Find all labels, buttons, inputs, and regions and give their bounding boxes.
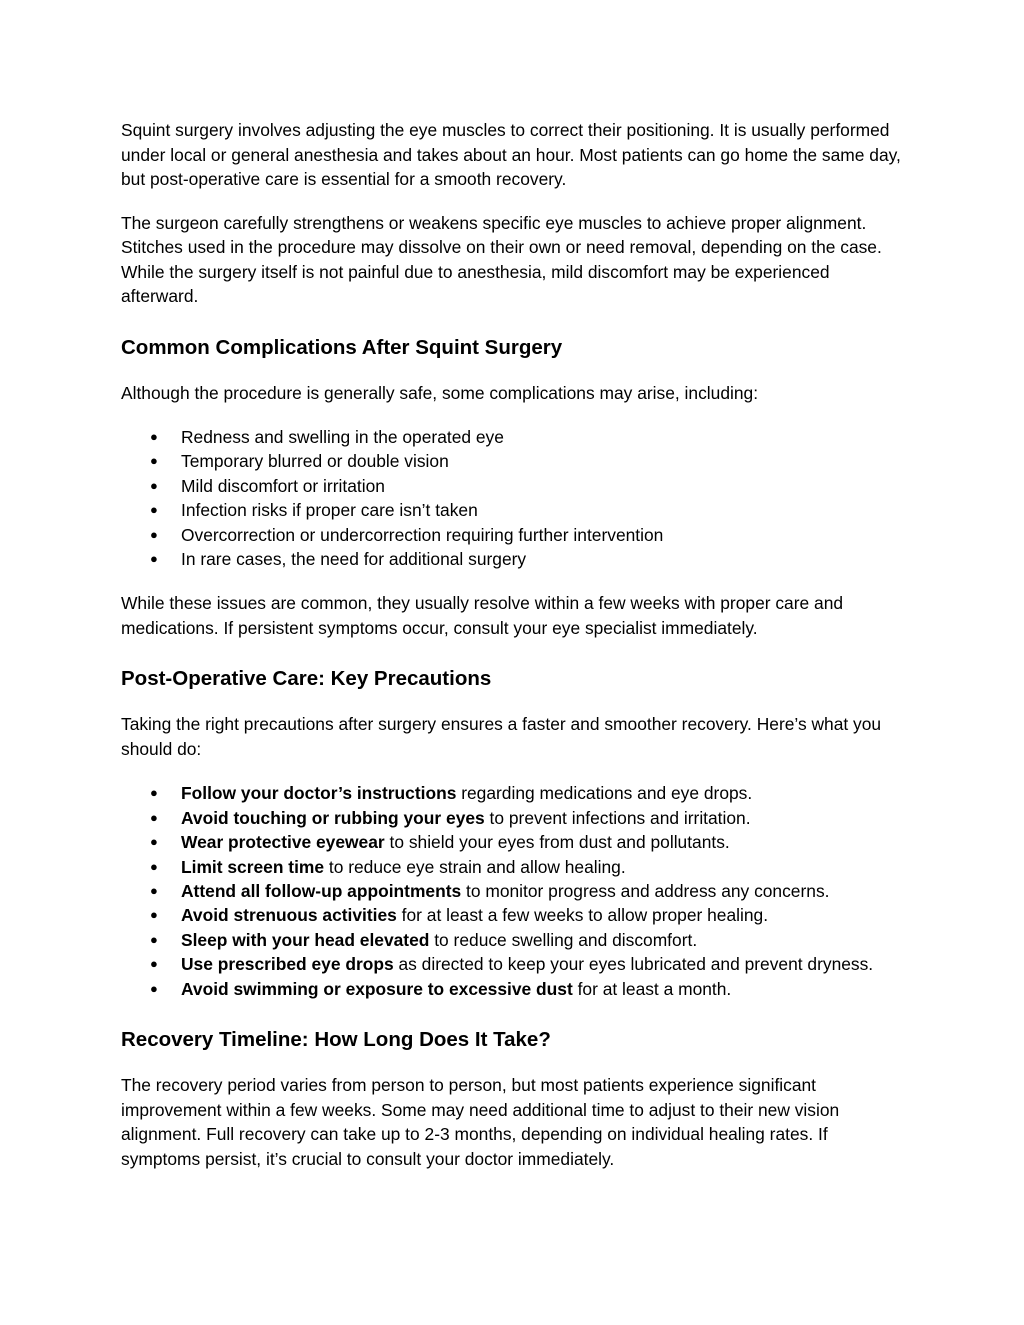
bullet-icon: ● <box>150 477 158 493</box>
list-item <box>121 879 911 903</box>
list-item <box>121 425 911 449</box>
bullet-icon: ● <box>150 931 158 947</box>
list-item-text: Temporary blurred or double vision <box>181 451 449 472</box>
list-item-text: as directed to keep your eyes lubricated and prevent dryness. <box>393 954 874 975</box>
list-item <box>121 855 911 879</box>
timeline-heading: Recovery Timeline: How Long Does It Take? <box>121 1028 551 1052</box>
list-item-bold: Wear protective eyewear <box>181 832 385 853</box>
bullet-icon: ● <box>150 980 158 996</box>
complications-outro: While these issues are common, they usually resolve within a few weeks with proper care and medications. If persistent symptoms occur, consult your eye specialist immediately. <box>121 593 844 638</box>
list-item-bold: Use prescribed eye drops <box>181 954 394 975</box>
bullet-icon: ● <box>150 502 158 518</box>
bullet-icon: ● <box>150 809 158 825</box>
list-item <box>121 523 911 547</box>
intro-paragraph-1: Squint surgery involves adjusting the eye muscles to correct their positioning. It is usually performed under local or general anesthesia and takes about an hour. Most patients can go home the same day, but post-operative care is essential for a smooth recovery. <box>121 120 901 189</box>
precautions-heading: Post-Operative Care: Key Precautions <box>121 667 492 691</box>
list-item-text: to reduce eye strain and allow healing. <box>324 856 626 877</box>
list-item-bold: Attend all follow-up appointments <box>181 881 462 902</box>
list-item-text: Infection risks if proper care isn’t taken <box>181 500 478 521</box>
list-item-text: Redness and swelling in the operated eye <box>181 427 504 447</box>
bullet-icon: ● <box>150 429 158 444</box>
bullet-icon: ● <box>150 907 158 923</box>
list-item-bold: Limit screen time <box>181 856 325 877</box>
list-item <box>121 830 911 854</box>
bullet-icon: ● <box>150 785 158 801</box>
bullet-icon: ● <box>150 858 158 874</box>
list-item-bold: Avoid touching or rubbing your eyes <box>181 807 485 828</box>
precautions-list <box>121 781 911 1001</box>
list-item <box>121 498 911 522</box>
intro-paragraph-2: The surgeon carefully strengthens or weakens specific eye muscles to achieve proper alignment. Stitches used in the procedure may dissolve on their own or need removal, depending on the case. While the surgery itself is not painful due to anesthesia, mild discomfort may be experienced afterward. <box>121 212 882 306</box>
bullet-icon: ● <box>150 551 158 567</box>
list-item <box>121 952 911 976</box>
list-item-text: Mild discomfort or irritation <box>181 475 385 496</box>
list-item <box>121 474 911 498</box>
list-item <box>121 547 911 571</box>
complications-heading: Common Complications After Squint Surgery <box>121 335 563 359</box>
list-item <box>121 806 911 830</box>
document-page <box>121 118 911 1171</box>
complications-intro: Although the procedure is generally safe, some complications may arise, including: <box>121 382 759 403</box>
list-item <box>121 928 911 952</box>
list-item-bold: Avoid strenuous activities <box>181 905 397 926</box>
timeline-paragraph: The recovery period varies from person to person, but most patients experience significant improvement within a few weeks. Some may need additional time to adjust to their new vision alignment. Full recovery can take up to 2-3 months, depending on individual healing rates. If symptoms persist, it’s crucial to consult your doctor immediately. <box>121 1075 840 1169</box>
list-item-bold: Avoid swimming or exposure to excessive dust <box>181 978 573 999</box>
bullet-icon: ● <box>150 453 158 469</box>
list-item-text: to monitor progress and address any concerns. <box>461 881 830 902</box>
list-item-text: for at least a few weeks to allow proper healing. <box>396 905 769 926</box>
list-item-text: In rare cases, the need for additional surgery <box>181 549 527 570</box>
list-item-text: to prevent infections and irritation. <box>484 807 751 828</box>
bullet-icon: ● <box>150 526 158 542</box>
precautions-intro: Taking the right precautions after surgery ensures a faster and smoother recovery. Here’s what you should do: <box>121 714 882 759</box>
bullet-icon: ● <box>150 956 158 972</box>
complications-list <box>121 425 911 571</box>
list-item <box>121 977 911 1001</box>
list-item <box>121 449 911 473</box>
list-item <box>121 903 911 927</box>
bullet-icon: ● <box>150 834 158 850</box>
list-item <box>121 781 911 805</box>
bullet-icon: ● <box>150 883 158 899</box>
list-item-text: to reduce swelling and discomfort. <box>429 929 698 950</box>
list-item-text: Overcorrection or undercorrection requiring further intervention <box>181 524 664 545</box>
list-item-text: to shield your eyes from dust and pollutants. <box>384 832 730 853</box>
list-item-bold: Follow your doctor’s instructions <box>181 783 457 804</box>
list-item-text: regarding medications and eye drops. <box>456 783 753 804</box>
list-item-text: for at least a month. <box>572 978 732 999</box>
list-item-bold: Sleep with your head elevated <box>181 929 430 950</box>
